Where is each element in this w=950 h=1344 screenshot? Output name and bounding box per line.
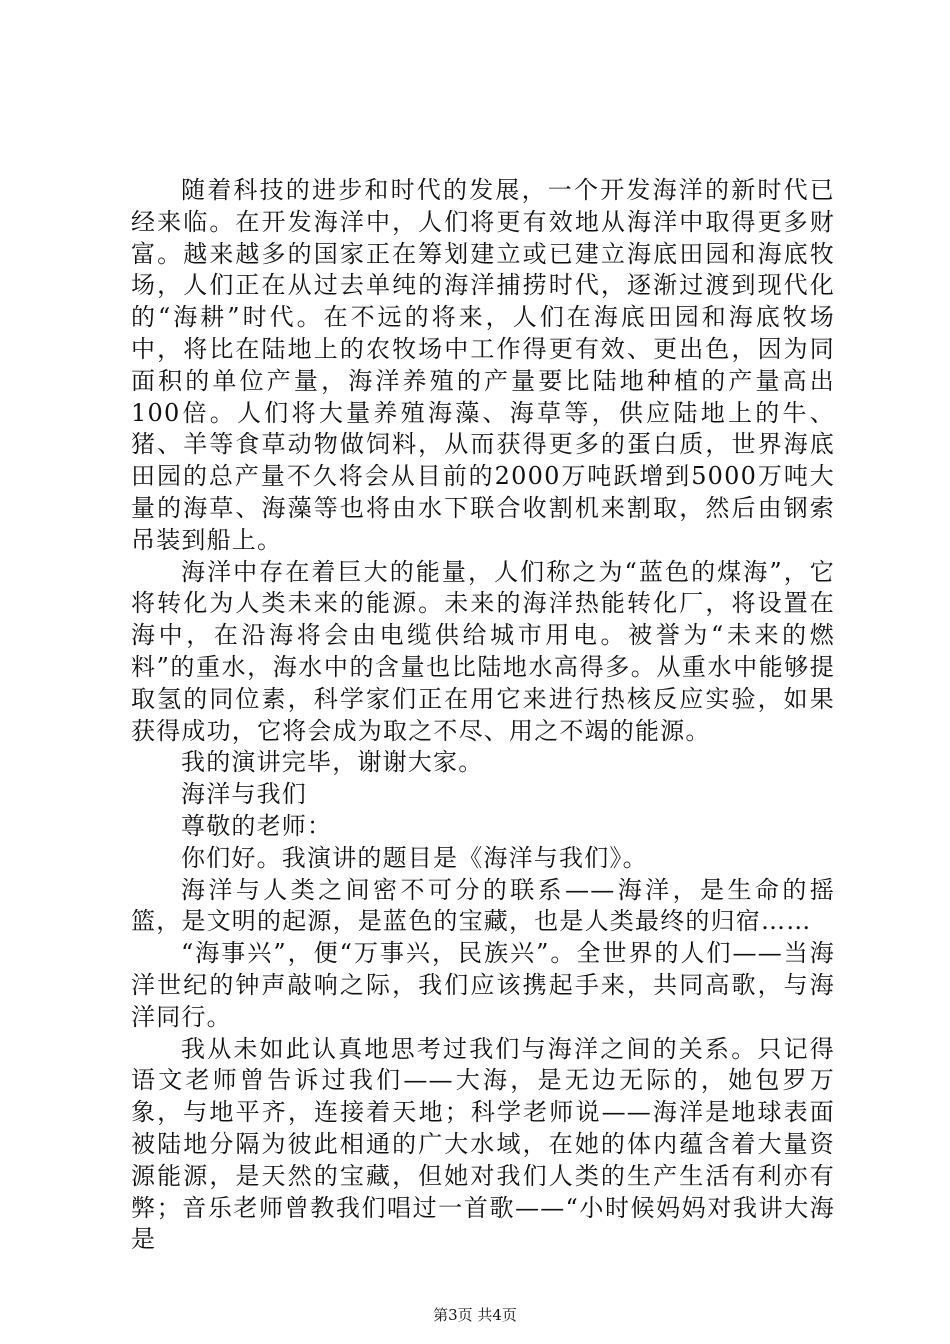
paragraph-ocean-farming: 随着科技的进步和时代的发展，一个开发海洋的新时代已经来临。在开发海洋中，人们将更有效地从海洋中取得更多财富。越来越多的国家正在筹划建立或已建立海底田园和海底牧场，人们正在从过去单纯的海洋捕捞时代，逐渐过渡到现代化的“海耕”时代。在不远的将来，人们在海底田园和海底牧场中，将比在陆地上的农牧场中工作得更有效、更出色，因为同面积的单位产量，海洋养殖的产量要比陆地种植的产量高出100倍。人们将大量养殖海藻、海草等，供应陆地上的牛、猪、羊等食草动物做饲料，从而获得更多的蛋白质，世界海底田园的总产量不久将会从目前的2000万吨跃增到5000万吨大量的海草、海藻等也将由水下联合收割机来割取，然后由钢索吊装到船上。 xyxy=(131,176,835,554)
document-body xyxy=(131,175,835,1256)
paragraph-speech-closing: 我的演讲完毕，谢谢大家。 xyxy=(181,748,484,777)
paragraph-ocean-energy: 海洋中存在着巨大的能量，人们称之为“蓝色的煤海”，它将转化为人类未来的能源。未来的海洋热能转化厂，将设置在海中，在沿海将会由电缆供给城市用电。被誉为“未来的燃料”的重水，海水中的含量也比陆地水高得多。从重水中能够提取氢的同位素，科学家们正在用它来进行热核反应实验，如果获得成功，它将会成为取之不尽、用之不竭的能源。 xyxy=(131,557,835,745)
salutation: 尊敬的老师： xyxy=(181,811,333,840)
page-number-footer: 第3页 共4页 xyxy=(433,1306,517,1324)
speech-title: 海洋与我们 xyxy=(181,780,307,809)
greeting: 你们好。我演讲的题目是《海洋与我们》。 xyxy=(181,843,648,872)
paragraph-ocean-relation: 海洋与人类之间密不可分的联系——海洋，是生命的摇篮，是文明的起源，是蓝色的宝藏，也是人类最终的归宿…… xyxy=(131,875,835,936)
paragraph-ocean-prosperity: “海事兴”，便“万事兴，民族兴”。全世界的人们——当海洋世纪的钟声敲响之际，我们应该携起手来，共同高歌，与海洋同行。 xyxy=(131,939,835,1031)
paragraph-teachers-views: 我从未如此认真地思考过我们与海洋之间的关系。只记得语文老师曾告诉过我们——大海，是无边无际的，她包罗万象，与地平齐，连接着天地；科学老师说——海洋是地球表面被陆地分隔为彼此相通的广大水域，在她的体内蕴含着大量资源能源，是天然的宝藏，但她对我们人类的生产生活有利亦有弊；音乐老师曾教我们唱过一首歌——“小时候妈妈对我讲大海是 xyxy=(131,1034,835,1254)
